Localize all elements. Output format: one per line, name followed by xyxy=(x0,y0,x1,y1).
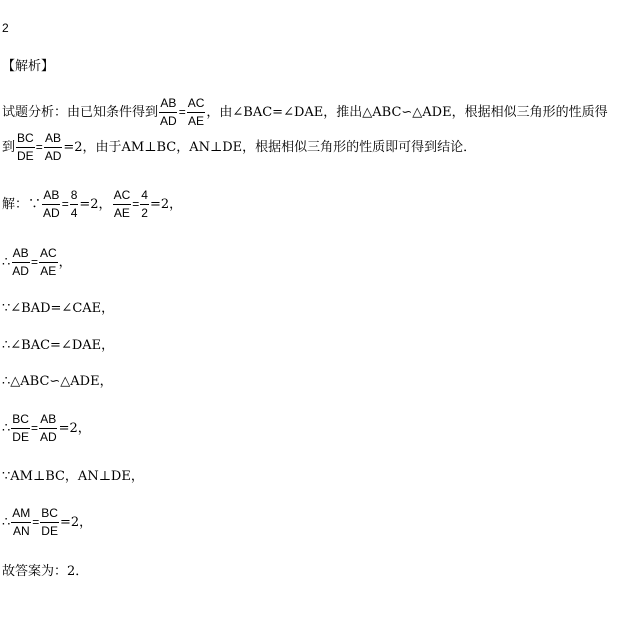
fraction-ab-ad xyxy=(159,97,178,127)
step-text: ∴△ABC∽△ADE， xyxy=(2,374,113,389)
solution-step-2 xyxy=(2,247,72,277)
analysis-line-1 xyxy=(2,97,608,127)
step-text: ∵∠BAD=∠CAE， xyxy=(2,301,115,316)
solution-step-5 xyxy=(2,375,113,388)
equals-sign: = xyxy=(61,197,69,212)
fraction-denominator: AD xyxy=(160,113,177,128)
fraction-denominator: DE xyxy=(17,148,34,163)
conclusion xyxy=(2,565,88,578)
fraction-denominator: AE xyxy=(188,113,205,128)
step-suffix: =2， xyxy=(58,420,91,436)
fraction-denominator: AD xyxy=(44,148,62,163)
conclusion-text: 故答案为：2． xyxy=(2,564,89,579)
analysis-line-2 xyxy=(2,132,476,162)
fraction-denominator: 4 xyxy=(70,205,78,220)
solution-step-8 xyxy=(2,507,92,537)
fraction-numerator: AC xyxy=(187,97,206,113)
analysis-heading xyxy=(2,60,54,73)
fraction-ac-ae xyxy=(39,247,58,277)
fraction-denominator: AD xyxy=(39,429,57,444)
fraction-denominator: DE xyxy=(41,523,58,538)
fraction-denominator: AD xyxy=(43,205,60,220)
fraction-bc-de xyxy=(40,507,59,537)
fraction-denominator: AN xyxy=(12,523,30,538)
equals-sign: = xyxy=(35,140,43,155)
analysis-text-1: 由已知条件得到 xyxy=(67,104,159,120)
equals-sign: = xyxy=(30,255,38,270)
fraction-numerator: BC xyxy=(11,413,30,429)
fraction-bc-de xyxy=(16,132,35,162)
fraction-ab-ad xyxy=(39,413,58,443)
fraction-numerator: BC xyxy=(40,507,59,523)
fraction-denominator: AE xyxy=(40,263,57,278)
fraction-numerator: AB xyxy=(44,132,62,148)
solution-step-4 xyxy=(2,339,114,352)
fraction-ab-ad xyxy=(44,132,63,162)
step-suffix: =2， xyxy=(149,196,183,212)
fraction-4-2 xyxy=(140,189,149,219)
fraction-ab-ad xyxy=(42,189,61,219)
heading-text: 【解析】 xyxy=(2,59,55,74)
equals-sign: = xyxy=(132,197,140,212)
step-text: ∵AM⊥BC，AN⊥DE， xyxy=(2,469,144,484)
fraction-numerator: AB xyxy=(159,97,177,113)
fraction-numerator: 4 xyxy=(140,189,149,205)
fraction-numerator: 8 xyxy=(70,189,79,205)
solution-step-7 xyxy=(2,470,144,483)
fraction-am-an xyxy=(11,507,31,537)
fraction-numerator: AC xyxy=(113,189,132,205)
analysis-text-3: 到 xyxy=(2,139,16,155)
fraction-bc-de xyxy=(11,413,30,443)
step-prefix: ∴ xyxy=(2,420,11,436)
step-prefix: ∴ xyxy=(2,254,11,270)
step-mid: =2， xyxy=(79,196,112,212)
fraction-ab-ad xyxy=(11,247,30,277)
step-prefix: 解：∵ xyxy=(2,196,42,212)
solution-step-1 xyxy=(2,189,182,219)
fraction-8-4 xyxy=(70,189,79,219)
analysis-label: 试题分析： xyxy=(2,104,68,120)
solution-step-3 xyxy=(2,302,114,315)
equals-sign: = xyxy=(178,105,186,120)
step-prefix: ∴ xyxy=(2,514,11,530)
fraction-numerator: AB xyxy=(39,413,57,429)
answer-number-text: 2 xyxy=(2,21,9,35)
fraction-denominator: AE xyxy=(113,205,130,220)
step-text: ∴∠BAC=∠DAE， xyxy=(2,338,115,353)
fraction-numerator: AB xyxy=(42,189,60,205)
fraction-numerator: AM xyxy=(11,507,31,523)
analysis-text-2: ，由∠BAC=∠DAE，推出△ABC∽△ADE，根据相似三角形的性质得 xyxy=(206,104,608,120)
fraction-denominator: DE xyxy=(12,429,29,444)
analysis-text-4: =2，由于AM⊥BC，AN⊥DE，根据相似三角形的性质即可得到结论． xyxy=(63,139,477,155)
answer-number xyxy=(2,22,9,34)
fraction-ac-ae xyxy=(187,97,206,127)
step-suffix: ， xyxy=(58,254,72,270)
fraction-numerator: AB xyxy=(12,247,30,263)
fraction-denominator: AD xyxy=(12,263,29,278)
equals-sign: = xyxy=(30,421,38,436)
fraction-numerator: BC xyxy=(16,132,35,148)
equals-sign: = xyxy=(32,515,40,530)
fraction-numerator: AC xyxy=(39,247,58,263)
solution-step-6 xyxy=(2,413,91,443)
fraction-denominator: 2 xyxy=(141,205,148,220)
step-suffix: =2， xyxy=(59,514,93,530)
fraction-ac-ae xyxy=(113,189,132,219)
